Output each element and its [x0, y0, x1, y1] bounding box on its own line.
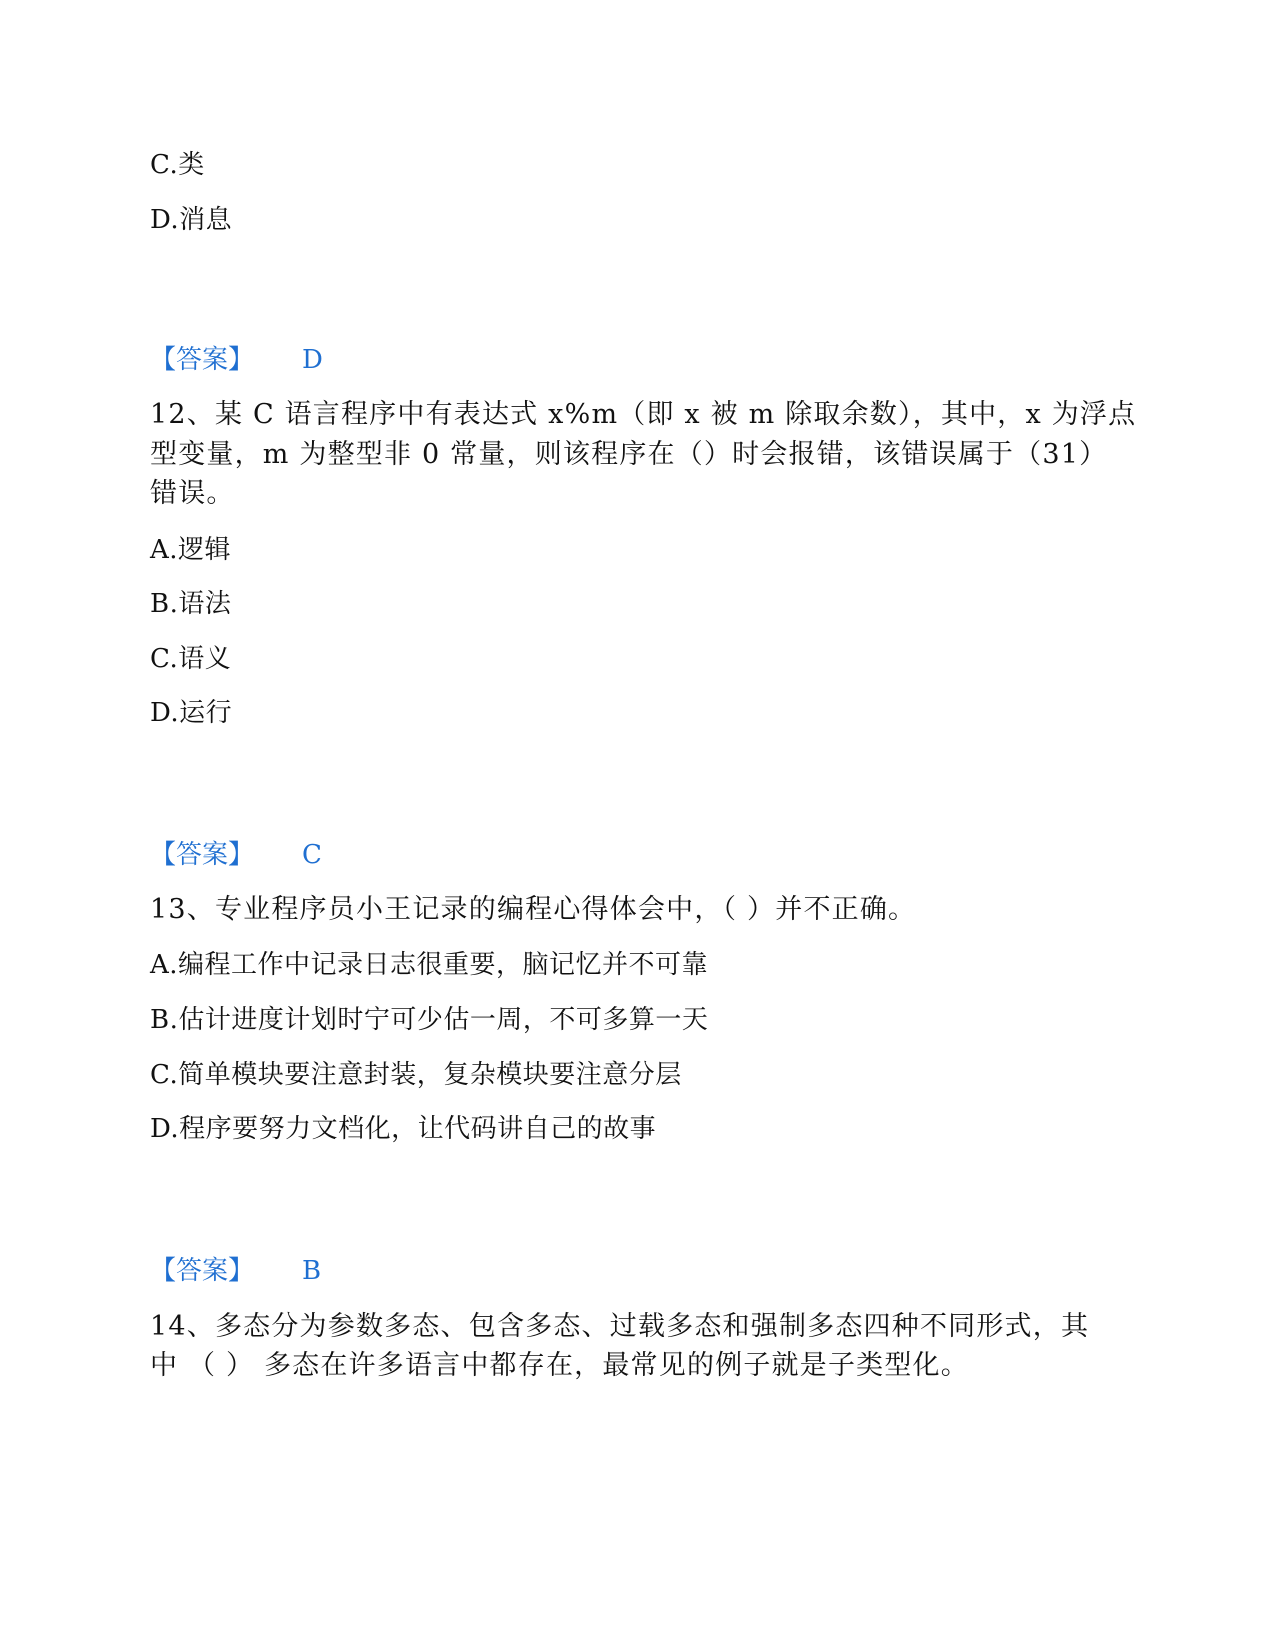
answer-letter: B	[302, 1256, 322, 1286]
answer-tag: 【答案】	[150, 840, 255, 870]
q13-question-line-1: 13、专业程序员小王记录的编程心得体会中，（ ）并不正确。	[150, 894, 917, 925]
q12-question-line-2: 型变量，m 为整型非 0 常量，则该程序在（）时会报错，该错误属于（31）	[150, 439, 1108, 470]
q12-question-line-3: 错误。	[150, 478, 235, 509]
q12-option-c: C.语义	[150, 644, 232, 674]
q13-option-a: A.编程工作中记录日志很重要，脑记忆并不可靠	[150, 950, 709, 980]
answer-letter: D	[302, 345, 323, 375]
q12-option-b: B.语法	[150, 589, 232, 619]
answer-tag: 【答案】	[150, 345, 255, 375]
answer-letter: C	[302, 840, 322, 870]
q13-option-d: D.程序要努力文档化，让代码讲自己的故事	[150, 1114, 657, 1144]
q14-question-line-2: 中 （ ） 多态在许多语言中都存在，最常见的例子就是子类型化。	[150, 1350, 969, 1381]
q13-option-c: C.简单模块要注意封装，复杂模块要注意分层	[150, 1060, 682, 1090]
q14-question-line-1: 14、多态分为参数多态、包含多态、过载多态和强制多态四种不同形式，其	[150, 1311, 1090, 1342]
q13-option-b: B.估计进度计划时宁可少估一周，不可多算一天	[150, 1005, 709, 1035]
q13-answer	[150, 1256, 321, 1286]
q12-option-a: A.逻辑	[150, 535, 232, 565]
q12-option-d: D.运行	[150, 698, 233, 728]
q11-option-c: C.类	[150, 150, 205, 180]
q11-option-d: D.消息	[150, 205, 233, 235]
q11-answer	[150, 345, 323, 375]
q12-answer	[150, 840, 322, 870]
q12-question-line-1: 12、某 C 语言程序中有表达式 x%m（即 x 被 m 除取余数），其中，x 为浮点	[150, 399, 1137, 430]
answer-tag: 【答案】	[150, 1256, 255, 1286]
